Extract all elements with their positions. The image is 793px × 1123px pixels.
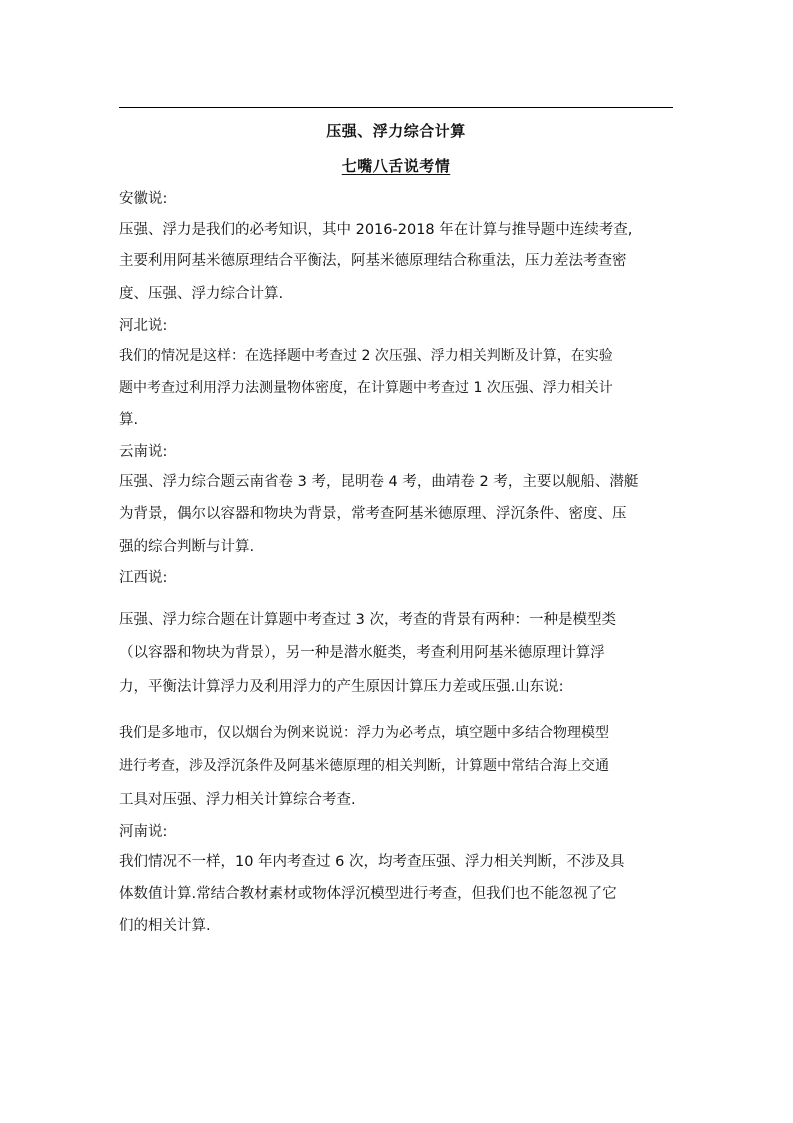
paragraph-line: 我们的情况是这样：在选择题中考查过 2 次压强、浮力相关判断及计算，在实验 [119,348,613,364]
document-subtitle: 七嘴八舌说考情 [341,157,451,175]
paragraph-line: 压强、浮力是我们的必考知识，其中 2016-2018 年在计算与推导题中连续考查, [119,222,633,238]
paragraph-line: 主要利用阿基米德原理结合平衡法，阿基米德原理结合称重法，压力差法考查密 [119,253,627,269]
paragraph-line: 为背景，偶尔以容器和物块为背景，常考查阿基米德原理、浮沉条件、密度、压 [119,506,627,522]
paragraph-line: 力，平衡法计算浮力及利用浮力的产生原因计算压力差或压强.山东说: [119,679,564,695]
paragraph-line: 度、压强、浮力综合计算. [119,286,284,302]
section-label-anhui: 安徽说: [119,191,168,207]
header-rule [119,107,673,108]
paragraph-line: 们的相关计算. [119,918,211,934]
section-label-henan: 河南说: [119,824,168,840]
section-label-jiangxi: 江西说: [119,570,168,586]
paragraph-line: 体数值计算.常结合教材素材或物体浮沉模型进行考查，但我们也不能忽视了它 [119,886,617,902]
paragraph-line: 我们是多地市，仅以烟台为例来说说：浮力为必考点，填空题中多结合物理模型 [119,725,609,741]
paragraph-line: 我们情况不一样，10 年内考查过 6 次，均考查压强、浮力相关判断，不涉及具 [119,854,625,870]
section-label-hebei: 河北说: [119,318,168,334]
paragraph-line: 工具对压强、浮力相关计算综合考查. [119,792,356,808]
section-label-yunnan: 云南说: [119,444,168,460]
paragraph-line: 压强、浮力综合题在计算题中考查过 3 次，考查的背景有两种：一种是模型类 [119,612,616,628]
paragraph-line: 强的综合判断与计算. [119,539,255,555]
paragraph-line: 压强、浮力综合题云南省卷 3 考，昆明卷 4 考，曲靖卷 2 考，主要以舰船、潜艇 [119,474,639,490]
paragraph-line: 算. [119,412,139,428]
paragraph-line: 题中考查过利用浮力法测量物体密度，在计算题中考查过 1 次压强、浮力相关计 [119,380,613,396]
paragraph-line: （以容器和物块为背景），另一种是潜水艇类，考查利用阿基米德原理计算浮 [119,645,605,661]
document-title: 压强、浮力综合计算 [326,122,466,140]
paragraph-line: 进行考查，涉及浮沉条件及阿基米德原理的相关判断，计算题中常结合海上交通 [119,758,609,774]
